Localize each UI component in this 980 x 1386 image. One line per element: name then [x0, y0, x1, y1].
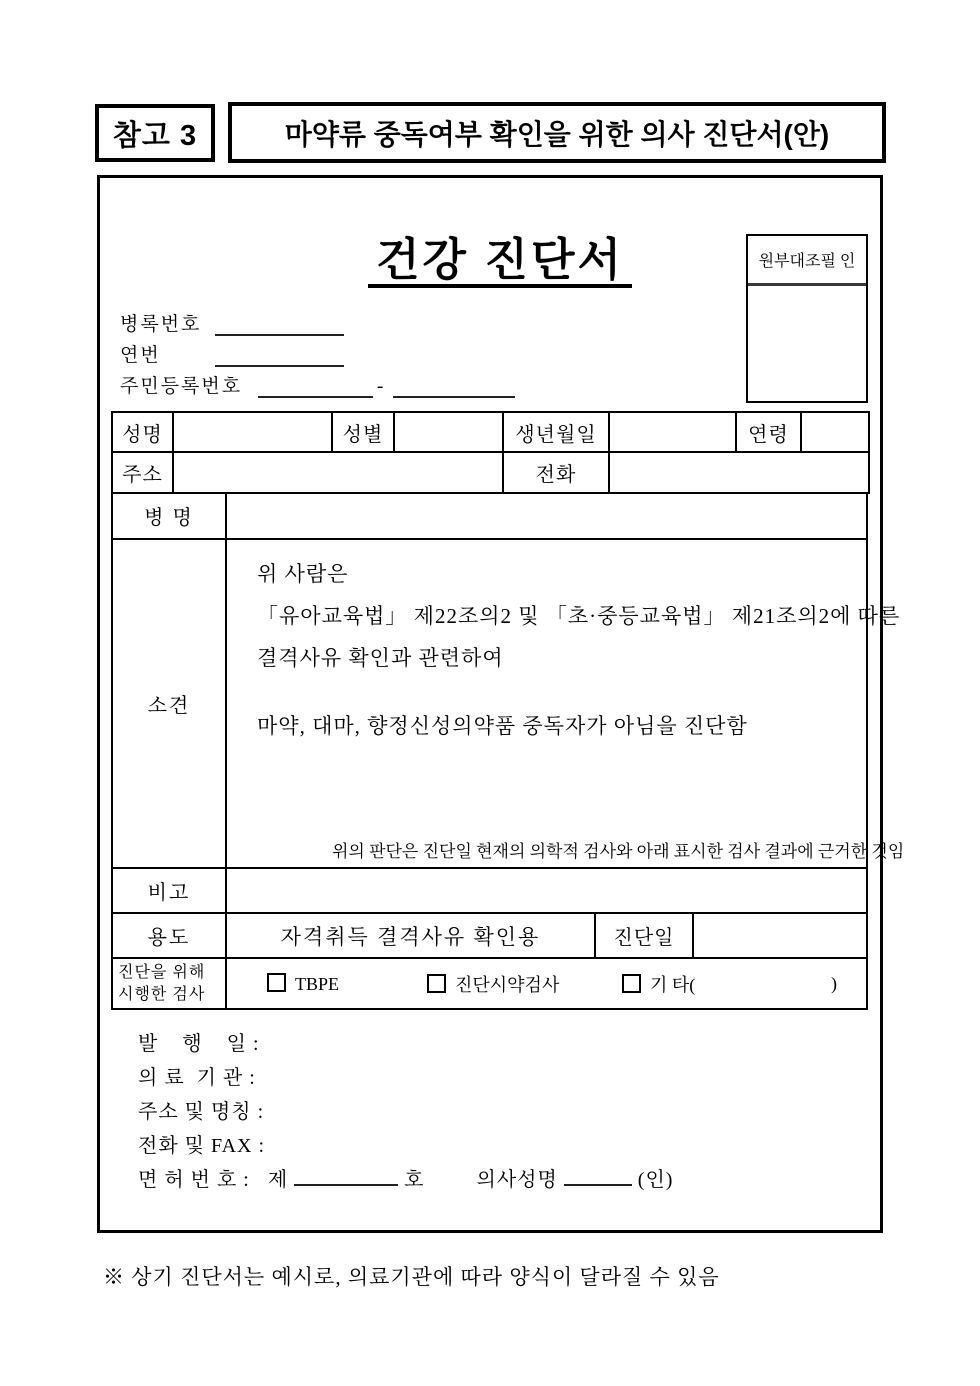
resident-no-blank-back [393, 380, 515, 398]
resident-no-label: 주민등록번호 [120, 376, 243, 397]
name-value-cell [173, 412, 332, 452]
opinion-content [227, 540, 908, 867]
license-no-label: 면 허 번 호 : 제 [138, 1168, 289, 1191]
issuance-block [138, 1024, 673, 1194]
resident-no-field [120, 367, 515, 398]
issue-date-line [138, 1024, 673, 1058]
opinion-line-3: 결격사유 확인과 관련하여 [257, 646, 504, 670]
tbpe-checkbox-icon [267, 973, 286, 992]
opinion-line-2: 「유아교육법」 제22조의2 및 「초·중등교육법」 제21조의2에 따른 [257, 604, 901, 628]
serial-no-label: 연번 [120, 345, 161, 366]
disease-label: 병 명 [113, 492, 227, 538]
name-label: 성명 [112, 412, 173, 452]
diagnosis-table [111, 492, 905, 1010]
resident-no-blank-front [258, 380, 373, 398]
disease-row [113, 492, 866, 538]
medical-record-no-label: 병록번호 [120, 314, 202, 335]
personal-info-table [111, 411, 870, 494]
gender-label: 성별 [332, 412, 394, 452]
remarks-value-cell [227, 869, 866, 912]
serial-no-blank [215, 349, 344, 367]
tbpe-option [267, 973, 339, 995]
tbpe-option-label: TBPE [295, 973, 340, 994]
birthdate-value-cell [609, 412, 736, 452]
phone-fax-line [138, 1126, 673, 1160]
tests-label-line1: 진단을 위해 [118, 963, 206, 981]
tests-row [113, 957, 866, 1008]
usage-label: 용도 [113, 914, 227, 957]
seal-label: (인) [637, 1168, 674, 1191]
opinion-label: 소견 [113, 540, 227, 867]
footnote: ※ 상기 진단서는 예시로, 의료기관에 따라 양식이 달라질 수 있음 [103, 1265, 720, 1289]
reagent-test-option [427, 971, 559, 997]
medical-org-line [138, 1058, 673, 1092]
usage-row [113, 912, 866, 957]
document-title: 마약류 중독여부 확인을 위한 의사 진단서(안) [284, 118, 830, 150]
license-ho-label: 호 [404, 1168, 425, 1191]
personal-info-row-2 [112, 452, 869, 493]
phone-label: 전화 [503, 452, 609, 493]
tests-options [227, 959, 866, 1008]
reference-label-box [95, 104, 215, 162]
doctor-name-label: 의사성명 [476, 1168, 558, 1191]
header-fields [120, 305, 515, 398]
address-label: 주소 [112, 452, 173, 493]
address-value-cell [173, 452, 503, 493]
diagnosis-date-value-cell [694, 914, 866, 957]
other-option-label: 기 타( [650, 974, 696, 995]
certificate-title: 건강 진단서 [368, 236, 632, 288]
document-title-box [228, 102, 886, 163]
certificate-form [97, 175, 905, 1233]
remarks-row [113, 867, 866, 912]
license-no-blank [294, 1168, 398, 1186]
other-option [622, 971, 695, 997]
medical-org-label: 의 료 기 관 : [138, 1066, 256, 1089]
tests-label [113, 959, 227, 1008]
opinion-line-1: 위 사람은 [257, 562, 349, 586]
medical-record-no-field [120, 305, 515, 336]
phone-value-cell [609, 452, 869, 493]
opinion-row [113, 538, 905, 867]
other-checkbox-icon [622, 974, 641, 993]
birthdate-label: 생년월일 [503, 412, 609, 452]
doctor-name-blank [564, 1168, 632, 1186]
diagnosis-date-label: 진단일 [596, 914, 694, 957]
reagent-test-option-label: 진단시약검사 [455, 974, 560, 995]
stamp-label: 원부대조필 인 [748, 236, 866, 286]
usage-value: 자격취득 결격사유 확인용 [227, 914, 596, 957]
age-value-cell [801, 412, 869, 452]
serial-no-field [120, 336, 515, 367]
remarks-label: 비고 [113, 869, 227, 912]
opinion-line-4: 마약, 대마, 향정신성의약품 중독자가 아님을 진단함 [257, 714, 748, 738]
resident-no-separator: - [377, 376, 386, 397]
disease-value-cell [227, 492, 866, 538]
tests-label-line2: 시행한 검사 [118, 985, 206, 1003]
org-address-line [138, 1092, 673, 1126]
reference-label: 참고 3 [112, 119, 198, 152]
opinion-note: 위의 판단은 진단일 현재의 의학적 검사와 아래 표시한 검사 결과에 근거한 것임 [331, 842, 905, 861]
other-close-paren: ) [831, 973, 837, 993]
issue-date-label: 발 행 일 : [138, 1032, 260, 1055]
reagent-test-checkbox-icon [427, 974, 446, 993]
age-label: 연령 [736, 412, 801, 452]
phone-fax-label: 전화 및 FAX : [138, 1134, 266, 1157]
medical-record-no-blank [215, 318, 344, 336]
license-line [138, 1160, 673, 1194]
stamp-box [746, 234, 868, 403]
gender-value-cell [394, 412, 503, 452]
personal-info-row-1 [112, 412, 869, 452]
org-address-label: 주소 및 명칭 : [138, 1100, 265, 1123]
